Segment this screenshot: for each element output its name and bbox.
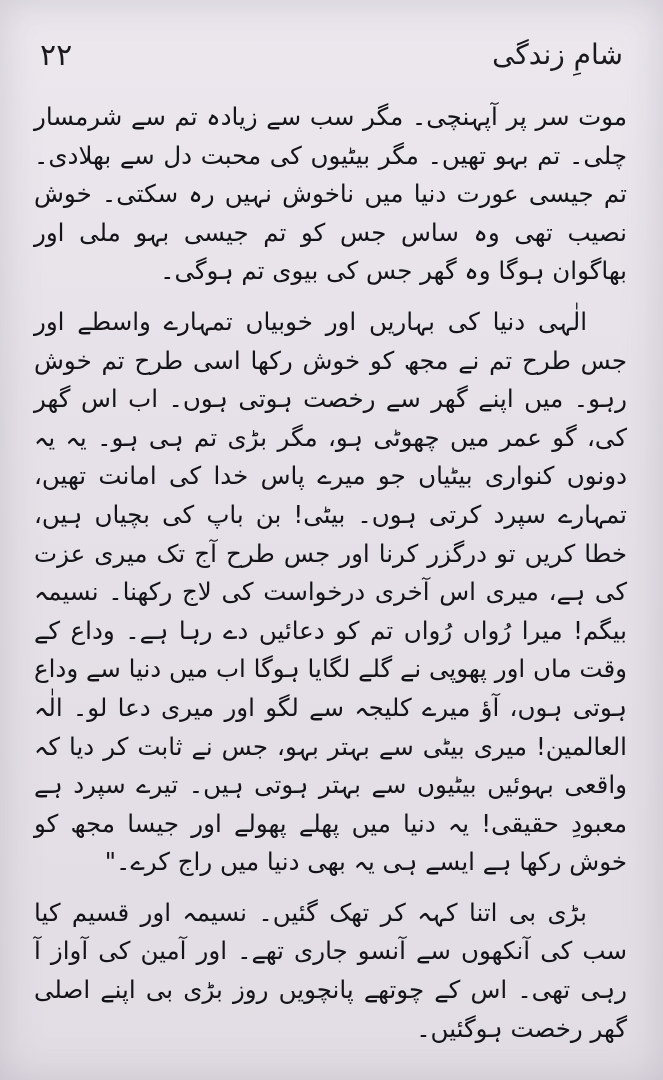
page-number: ۲۲: [40, 38, 73, 73]
paragraph-2: الٰہی دنیا کی بہاریں اور خوبیاں تمہارے واسطے اور جس طرح تم نے مجھ کو خوش رکھا اسی طرح تم خوش رہو۔ میں اپنے گھر سے رخصت ہوتی ہوں۔ اب اس گھر کی، گو عمر میں چھوٹی ہو، مگر بڑی تم ہی ہو۔ یہ یہ دونوں کنواری بیٹیاں جو میرے پاس خدا کی امانت تھیں، تمہارے سپرد کرتی ہوں۔ بیٹی! بن باپ کی بچیاں ہیں، خطا کریں تو درگزر کرنا اور جس طرح آج تک میری عزت کی ہے، میری اس آخری درخواست کی لاج رکھنا۔ نسیمہ بیگم! میرا رُواں رُواں تم کو دعائیں دے رہا ہے۔ وداع کے وقت ماں اور پھوپی نے گلے لگایا ہوگا اب میں دنیا سے وداع ہوتی ہوں، آؤ میرے کلیجہ سے لگو اور میری دعا لو۔ الٰہ العالمین! میری بیٹی سے بہتر بہو، جس نے ثابت کر دیا کہ واقعی بہوئیں بیٹیوں سے بہتر ہوتی ہیں۔ تیرے سپرد ہے معبودِ حقیقی! یہ دنیا میں پھلے پھولے اور جیسا مجھ کو خوش رکھا ہے ایسے ہی یہ بھی دنیا میں راج کرے۔": [34, 306, 627, 877]
paragraph-3: بڑی بی اتنا کہہ کر تھک گئیں۔ نسیمہ اور قسیم کیا سب کی آنکھوں سے آنسو جاری تھے۔ اور آمین کی آواز آ رہی تھی۔ اس کے چوتھے پانچویں روز بڑی بی اپنے اصلی گھر رخصت ہوگئیں۔: [34, 897, 627, 1043]
page-body: [34, 98, 627, 1048]
running-title: شامِ زندگی: [492, 38, 623, 71]
page-header: [40, 38, 623, 84]
paragraph-1: موت سر پر آپہنچی۔ مگر سب سے زیادہ تم سے شرمسار چلی۔ تم بہو تھیں۔ مگر بیٹیوں کی محبت دل سے بھلادی۔ تم جیسی عورت دنیا میں ناخوش نہیں رہ سکتی۔ خوش نصیب تھی وہ ساس جس کو تم جیسی بہو ملی اور بھاگوان ہوگا وہ گھر جس کی بیوی تم ہوگی۔: [34, 102, 627, 286]
